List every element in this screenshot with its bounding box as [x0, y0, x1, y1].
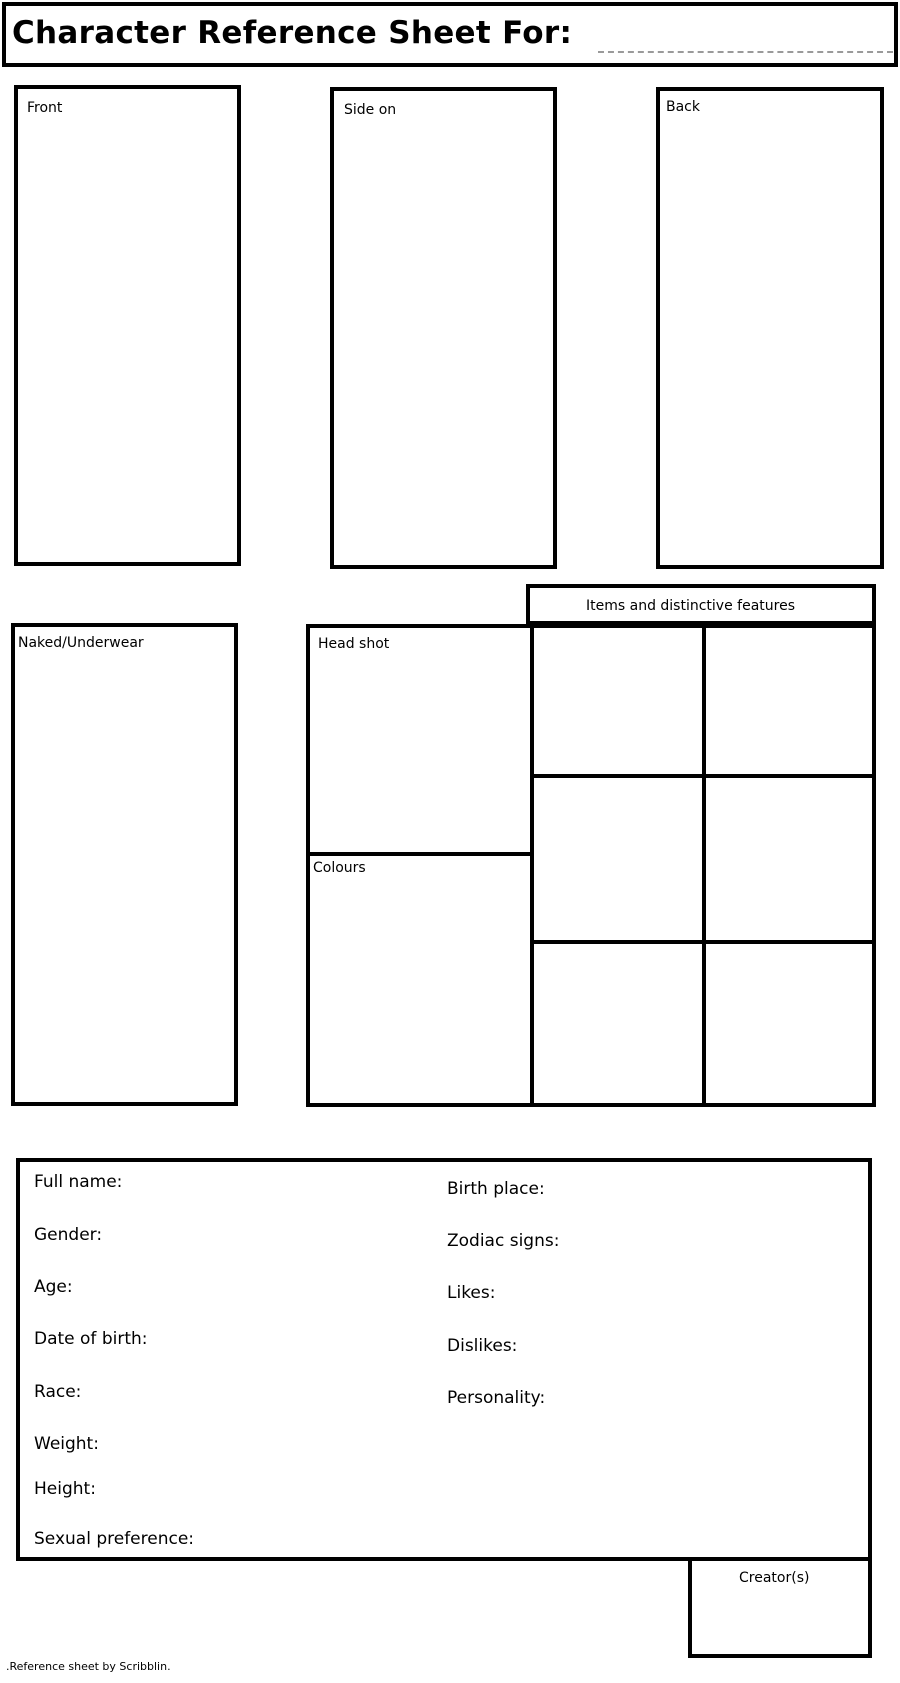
field-height: Height: — [34, 1479, 96, 1499]
field-weight: Weight: — [34, 1434, 99, 1454]
item-cell[interactable] — [530, 940, 706, 1107]
field-gender: Gender: — [34, 1225, 103, 1245]
colours-label: Colours — [313, 860, 366, 876]
side-panel[interactable] — [330, 87, 557, 569]
back-label: Back — [666, 99, 700, 115]
side-label: Side on — [344, 102, 397, 118]
items-header-box — [526, 584, 876, 625]
item-cell[interactable] — [702, 940, 876, 1107]
field-personality: Personality: — [447, 1388, 546, 1408]
field-sexual-preference: Sexual preference: — [34, 1529, 195, 1549]
field-race: Race: — [34, 1382, 82, 1402]
field-likes: Likes: — [447, 1283, 496, 1303]
items-label: Items and distinctive features — [586, 598, 795, 614]
colours-panel[interactable] — [306, 852, 534, 1107]
back-panel[interactable] — [656, 87, 884, 569]
naked-label: Naked/Underwear — [18, 635, 144, 651]
item-cell[interactable] — [530, 624, 706, 778]
headshot-label: Head shot — [318, 636, 390, 652]
headshot-panel[interactable] — [306, 624, 534, 856]
naked-panel[interactable] — [11, 623, 238, 1106]
field-full-name: Full name: — [34, 1172, 123, 1192]
page-title: Character Reference Sheet For: — [12, 15, 573, 51]
field-age: Age: — [34, 1277, 73, 1297]
front-label: Front — [27, 100, 63, 116]
field-dislikes: Dislikes: — [447, 1336, 518, 1356]
field-zodiac-signs: Zodiac signs: — [447, 1231, 560, 1251]
item-cell[interactable] — [702, 774, 876, 944]
front-panel[interactable] — [14, 85, 241, 566]
item-cell[interactable] — [530, 774, 706, 944]
character-name-blank[interactable] — [598, 17, 893, 53]
creator-label: Creator(s) — [739, 1570, 810, 1586]
field-date-of-birth: Date of birth: — [34, 1329, 148, 1349]
creator-panel[interactable] — [688, 1557, 872, 1658]
field-birth-place: Birth place: — [447, 1179, 545, 1199]
footer-credit: .Reference sheet by Scribblin. — [6, 1660, 171, 1673]
info-panel[interactable] — [16, 1158, 872, 1561]
item-cell[interactable] — [702, 624, 876, 778]
